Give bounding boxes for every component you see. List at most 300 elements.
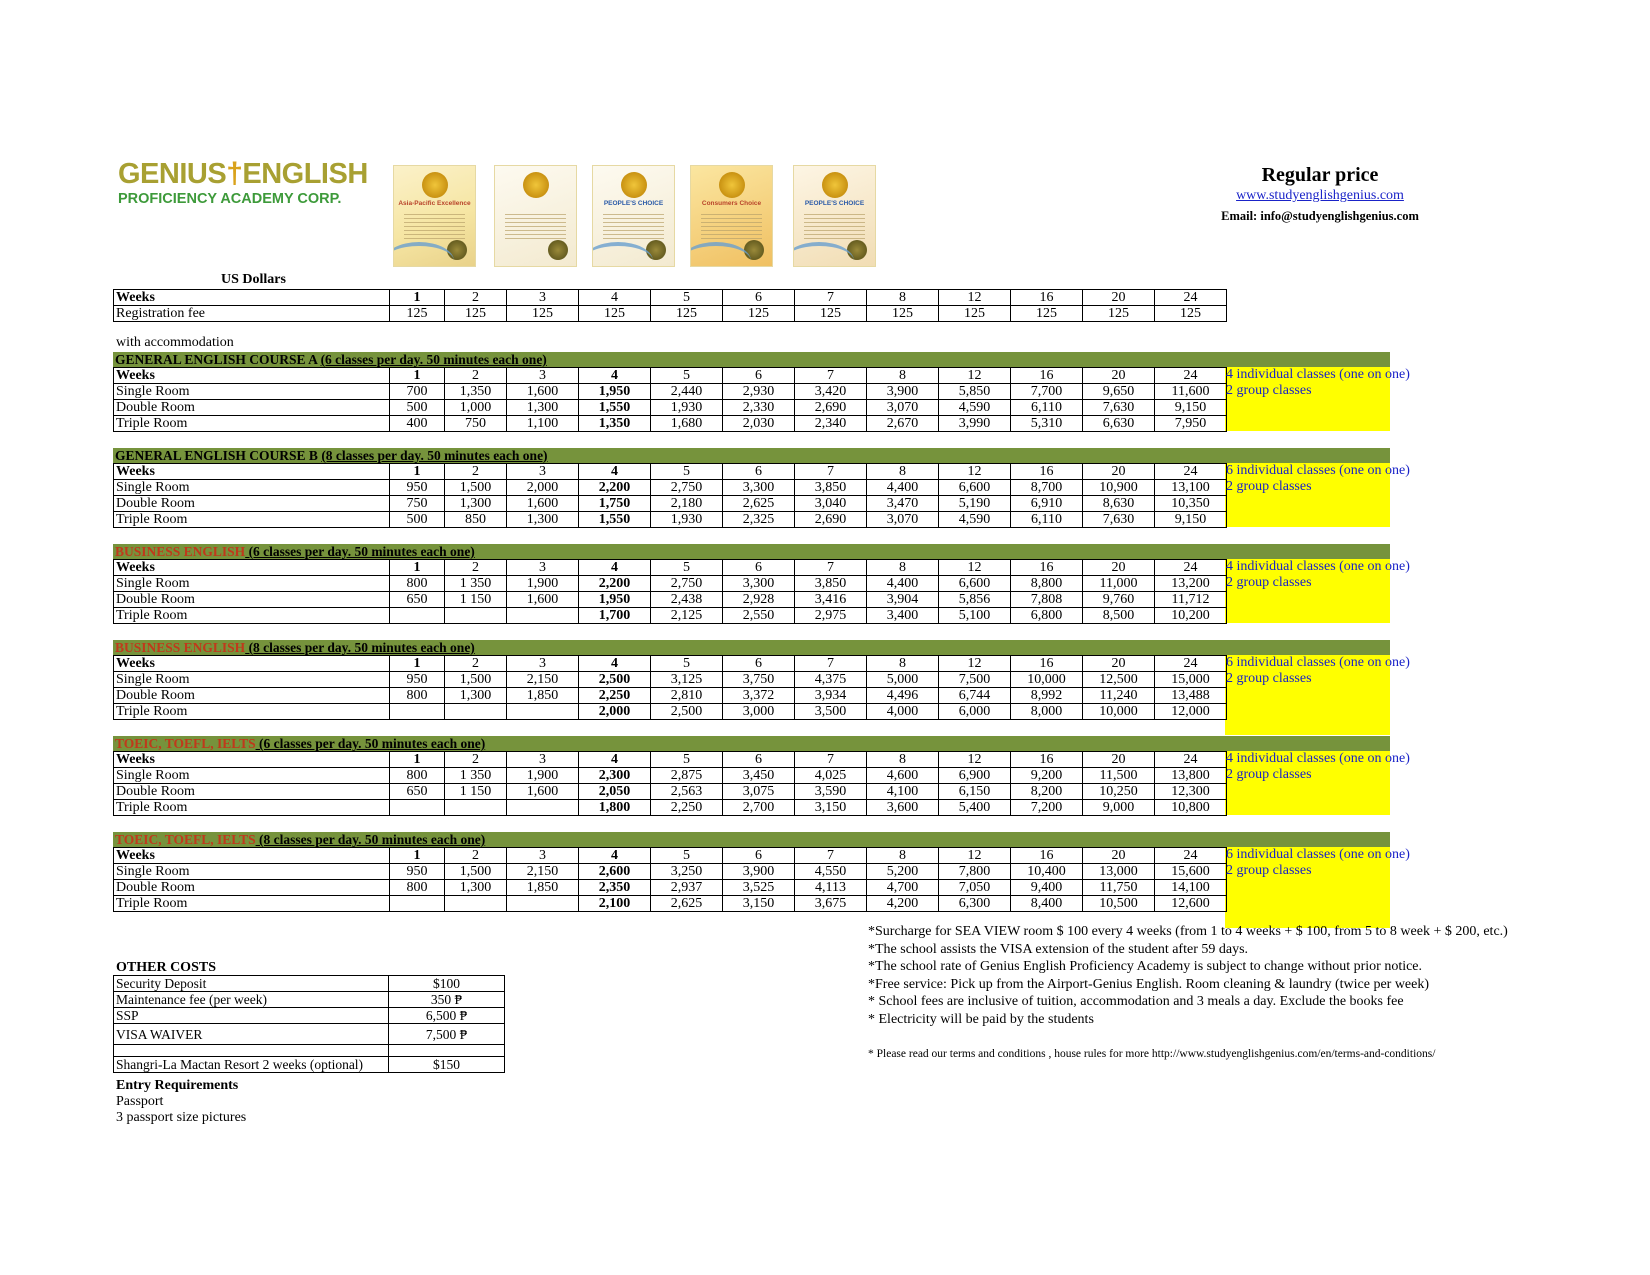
price-cell: 3,420 [795, 384, 867, 400]
price-cell: 10,800 [1155, 800, 1227, 816]
price-cell: 700 [390, 384, 445, 400]
price-cell: 5,310 [1011, 416, 1083, 432]
price-cell: 3,040 [795, 496, 867, 512]
price-cell: 3,150 [795, 800, 867, 816]
price-cell: 500 [390, 400, 445, 416]
table-row [114, 592, 1227, 608]
note-item: * School fees are inclusive of tuition, accommodation and 3 meals a day. Exclude the books fee [868, 994, 1404, 1009]
course-note: 6 individual classes (one on one) [1226, 463, 1410, 478]
price-cell: 1,500 [445, 672, 507, 688]
price-cell: 2,000 [507, 480, 579, 496]
week-cell: 4 [579, 368, 651, 384]
price-cell: 10,350 [1155, 496, 1227, 512]
price-cell: 2,500 [651, 704, 723, 720]
price-cell: 2,200 [579, 576, 651, 592]
week-cell: 6 [723, 464, 795, 480]
week-cell: 24 [1155, 464, 1227, 480]
with-accommodation-label: with accommodation [116, 335, 234, 350]
price-cell: 1 150 [445, 592, 507, 608]
price-cell: 950 [390, 864, 445, 880]
room-type-label: Triple Room [114, 608, 390, 624]
price-cell: 1,350 [445, 384, 507, 400]
price-cell: 9,150 [1155, 400, 1227, 416]
price-cell: 9,400 [1011, 880, 1083, 896]
price-cell: 12,600 [1155, 896, 1227, 912]
price-cell: 1,500 [445, 480, 507, 496]
week-cell: 5 [651, 464, 723, 480]
table-row [114, 992, 505, 1008]
price-cell: 6,300 [939, 896, 1011, 912]
table-row [114, 1057, 505, 1073]
price-cell: 2,750 [651, 576, 723, 592]
course-title-bar [113, 832, 1390, 847]
price-cell: 11,500 [1083, 768, 1155, 784]
week-cell: 7 [795, 290, 867, 306]
table-row [114, 784, 1227, 800]
room-type-label: Double Room [114, 688, 390, 704]
course-price-table [113, 367, 1227, 432]
price-cell: 8,400 [1011, 896, 1083, 912]
price-cell: 10,500 [1083, 896, 1155, 912]
cost-label: Maintenance fee (per week) [114, 992, 389, 1008]
price-cell: 750 [445, 416, 507, 432]
price-cell: 3,500 [795, 704, 867, 720]
table-row [114, 976, 505, 992]
weeks-header: Weeks [114, 848, 390, 864]
week-cell: 3 [507, 464, 579, 480]
week-cell: 20 [1083, 368, 1155, 384]
room-type-label: Single Room [114, 864, 390, 880]
cost-value: $150 [389, 1057, 505, 1073]
price-cell: 7,950 [1155, 416, 1227, 432]
price-cell: 2,810 [651, 688, 723, 704]
week-cell: 2 [445, 656, 507, 672]
price-cell: 2,600 [579, 864, 651, 880]
price-cell: 2,937 [651, 880, 723, 896]
course-subtitle: (6 classes per day. 50 minutes each one) [320, 352, 547, 367]
price-cell: 11,750 [1083, 880, 1155, 896]
price-cell: 2,325 [723, 512, 795, 528]
price-cell: 9,650 [1083, 384, 1155, 400]
week-cell: 7 [795, 560, 867, 576]
registration-fee-cell: 125 [445, 306, 507, 322]
price-cell: 2,350 [579, 880, 651, 896]
course-title-bar [113, 544, 1390, 559]
price-cell: 1,100 [507, 416, 579, 432]
week-cell: 6 [723, 848, 795, 864]
week-cell: 4 [579, 656, 651, 672]
course-subtitle: (8 classes per day. 50 minutes each one) [321, 448, 548, 463]
table-row [114, 704, 1227, 720]
cost-label: SSP [114, 1008, 389, 1024]
note-item: *The school assists the VISA extension of the student after 59 days. [868, 941, 1249, 957]
price-cell: 3,075 [723, 784, 795, 800]
week-cell: 6 [723, 560, 795, 576]
price-cell: 5,400 [939, 800, 1011, 816]
week-cell: 1 [390, 848, 445, 864]
room-type-label: Single Room [114, 768, 390, 784]
price-cell: 1,850 [507, 880, 579, 896]
note-item: *Free service: Pick up from the Airport-Genius English. Room cleaning & laundry (twice per week) [868, 976, 1430, 992]
cost-label: Shangri-La Mactan Resort 2 weeks (optional) [114, 1057, 389, 1073]
price-cell: 3,250 [651, 864, 723, 880]
price-cell: 1,600 [507, 496, 579, 512]
price-cell: 4,496 [867, 688, 939, 704]
table-row [114, 576, 1227, 592]
price-cell: 8,700 [1011, 480, 1083, 496]
price-cell: 1,680 [651, 416, 723, 432]
price-cell [445, 896, 507, 912]
price-cell: 5,850 [939, 384, 1011, 400]
registration-table [113, 289, 1227, 322]
week-cell: 4 [579, 848, 651, 864]
price-cell: 1,000 [445, 400, 507, 416]
course-note: 4 individual classes (one on one) [1226, 367, 1410, 382]
price-cell: 2,438 [651, 592, 723, 608]
price-cell: 2,928 [723, 592, 795, 608]
cost-label [114, 1045, 389, 1057]
week-cell: 8 [867, 848, 939, 864]
price-cell: 2,625 [651, 896, 723, 912]
price-cell: 13,100 [1155, 480, 1227, 496]
week-cell: 6 [723, 656, 795, 672]
week-cell: 24 [1155, 752, 1227, 768]
price-cell: 950 [390, 672, 445, 688]
week-cell: 12 [939, 368, 1011, 384]
price-cell: 800 [390, 768, 445, 784]
cost-value: 350 ₱ [389, 992, 505, 1008]
price-cell [390, 608, 445, 624]
week-cell: 5 [651, 368, 723, 384]
price-cell: 1,930 [651, 400, 723, 416]
course-title-bar [113, 448, 1390, 463]
week-cell: 16 [1011, 848, 1083, 864]
price-cell: 1,600 [507, 784, 579, 800]
course-price-table [113, 655, 1227, 720]
registration-fee-cell: 125 [867, 306, 939, 322]
price-cell: 8,992 [1011, 688, 1083, 704]
cost-value [389, 1045, 505, 1057]
cost-value: 7,500 ₱ [389, 1024, 505, 1045]
week-cell: 2 [445, 290, 507, 306]
price-cell: 6,600 [939, 576, 1011, 592]
price-cell: 3,150 [723, 896, 795, 912]
price-cell: 10,200 [1155, 608, 1227, 624]
price-cell: 11,240 [1083, 688, 1155, 704]
room-type-label: Triple Room [114, 704, 390, 720]
price-cell: 2,180 [651, 496, 723, 512]
price-cell: 4,100 [867, 784, 939, 800]
course-title: BUSINESS ENGLISH [115, 640, 246, 655]
entry-item: 3 passport size pictures [116, 1110, 247, 1125]
course-note: 6 individual classes (one on one) [1226, 847, 1410, 862]
table-row [114, 496, 1227, 512]
price-cell: 3,675 [795, 896, 867, 912]
price-cell: 8,800 [1011, 576, 1083, 592]
table-row [114, 800, 1227, 816]
price-cell: 3,000 [723, 704, 795, 720]
week-cell: 7 [795, 752, 867, 768]
table-row [114, 400, 1227, 416]
award-certificate-2 [494, 165, 577, 267]
price-cell: 3,450 [723, 768, 795, 784]
week-cell: 16 [1011, 368, 1083, 384]
price-cell: 2,250 [651, 800, 723, 816]
course-title: BUSINESS ENGLISH [115, 544, 246, 559]
week-cell: 12 [939, 752, 1011, 768]
week-cell: 4 [579, 290, 651, 306]
price-cell: 10,000 [1011, 672, 1083, 688]
price-cell: 2,340 [795, 416, 867, 432]
price-cell: 4,200 [867, 896, 939, 912]
price-cell: 1 150 [445, 784, 507, 800]
week-cell: 20 [1083, 290, 1155, 306]
price-cell [390, 896, 445, 912]
price-cell: 1,300 [445, 688, 507, 704]
week-cell: 5 [651, 560, 723, 576]
table-row [114, 480, 1227, 496]
price-cell: 4,400 [867, 480, 939, 496]
week-cell: 7 [795, 656, 867, 672]
price-cell: 4,600 [867, 768, 939, 784]
price-cell: 5,856 [939, 592, 1011, 608]
course-note: 2 group classes [1226, 863, 1312, 878]
week-cell: 8 [867, 464, 939, 480]
week-cell: 16 [1011, 464, 1083, 480]
price-cell: 8,200 [1011, 784, 1083, 800]
weeks-header: Weeks [114, 656, 390, 672]
price-cell: 750 [390, 496, 445, 512]
price-cell: 1 350 [445, 576, 507, 592]
registration-fee-cell: 125 [1083, 306, 1155, 322]
table-row [114, 1008, 505, 1024]
table-row [114, 768, 1227, 784]
course-subtitle: (6 classes per day. 50 minutes each one) [245, 544, 475, 559]
price-cell [507, 800, 579, 816]
table-row [114, 608, 1227, 624]
week-cell: 1 [390, 752, 445, 768]
course-note: 2 group classes [1226, 575, 1312, 590]
week-cell: 20 [1083, 752, 1155, 768]
price-cell: 11,000 [1083, 576, 1155, 592]
price-cell: 2,550 [723, 608, 795, 624]
week-cell: 24 [1155, 368, 1227, 384]
table-row [114, 688, 1227, 704]
price-cell: 2,750 [651, 480, 723, 496]
week-cell: 20 [1083, 464, 1155, 480]
price-cell: 2,670 [867, 416, 939, 432]
price-cell: 1,800 [579, 800, 651, 816]
price-cell: 850 [445, 512, 507, 528]
room-type-label: Triple Room [114, 512, 390, 528]
logo-word-english: ENGLISH [242, 158, 368, 190]
week-cell: 2 [445, 848, 507, 864]
table-row [114, 864, 1227, 880]
course-note: 2 group classes [1226, 767, 1312, 782]
price-cell: 1,950 [579, 592, 651, 608]
price-cell: 2,030 [723, 416, 795, 432]
price-cell: 4,700 [867, 880, 939, 896]
price-cell: 6,744 [939, 688, 1011, 704]
price-cell: 8,500 [1083, 608, 1155, 624]
note-item: *Surcharge for SEA VIEW room $ 100 every 4 weeks (from 1 to 4 weeks + $ 100, from 5 to 8 week + $ 200, etc.) [868, 924, 1508, 939]
price-cell: 2,975 [795, 608, 867, 624]
course-subtitle: (8 classes per day. 50 minutes each one) [245, 640, 475, 655]
course-price-table [113, 847, 1227, 912]
price-cell: 3,400 [867, 608, 939, 624]
price-cell: 13,800 [1155, 768, 1227, 784]
price-cell: 12,500 [1083, 672, 1155, 688]
award-certificate-4: Consumers Choice [690, 165, 773, 267]
price-cell: 11,600 [1155, 384, 1227, 400]
note-item: * Electricity will be paid by the students [868, 1011, 1094, 1027]
price-cell: 1,350 [579, 416, 651, 432]
price-cell: 2,700 [723, 800, 795, 816]
table-row [114, 880, 1227, 896]
week-cell: 8 [867, 290, 939, 306]
price-cell: 7,630 [1083, 400, 1155, 416]
week-cell: 3 [507, 752, 579, 768]
price-cell: 650 [390, 592, 445, 608]
price-cell: 4,590 [939, 512, 1011, 528]
price-cell: 3,070 [867, 512, 939, 528]
price-cell: 10,900 [1083, 480, 1155, 496]
price-cell: 650 [390, 784, 445, 800]
email-text: Email: info@studyenglishgenius.com [1221, 209, 1419, 223]
price-cell: 3,372 [723, 688, 795, 704]
week-cell: 7 [795, 368, 867, 384]
course-title: GENERAL ENGLISH COURSE B [115, 448, 322, 463]
registration-fee-cell: 125 [390, 306, 445, 322]
cost-value: $100 [389, 976, 505, 992]
price-cell: 4,550 [795, 864, 867, 880]
weeks-header: Weeks [114, 290, 390, 306]
price-cell: 15,000 [1155, 672, 1227, 688]
price-cell: 2,875 [651, 768, 723, 784]
note-item: *The school rate of Genius English Proficiency Academy is subject to change without prior notice. [868, 959, 1423, 974]
week-cell: 1 [390, 560, 445, 576]
price-cell: 6,110 [1011, 400, 1083, 416]
week-cell: 8 [867, 656, 939, 672]
website-link[interactable]: www.studyenglishgenius.com [1236, 188, 1404, 203]
week-cell: 5 [651, 656, 723, 672]
price-cell: 950 [390, 480, 445, 496]
price-cell [390, 704, 445, 720]
price-cell: 1,500 [445, 864, 507, 880]
entry-item: Passport [116, 1094, 164, 1109]
week-cell: 4 [579, 560, 651, 576]
week-cell: 8 [867, 560, 939, 576]
week-cell: 7 [795, 464, 867, 480]
week-cell: 24 [1155, 848, 1227, 864]
course-note: 2 group classes [1226, 479, 1312, 494]
price-cell: 3,070 [867, 400, 939, 416]
price-cell: 7,808 [1011, 592, 1083, 608]
price-cell: 3,525 [723, 880, 795, 896]
price-cell: 5,100 [939, 608, 1011, 624]
price-cell: 6,000 [939, 704, 1011, 720]
room-type-label: Double Room [114, 592, 390, 608]
price-cell: 6,800 [1011, 608, 1083, 624]
cost-value: 6,500 ₱ [389, 1008, 505, 1024]
award-certificate-3: PEOPLE'S CHOICE [592, 165, 675, 267]
price-cell: 1,300 [507, 400, 579, 416]
weeks-header: Weeks [114, 560, 390, 576]
week-cell: 2 [445, 464, 507, 480]
award-certificate-5: PEOPLE'S CHOICE [793, 165, 876, 267]
price-cell: 2,150 [507, 864, 579, 880]
price-cell: 7,050 [939, 880, 1011, 896]
price-cell: 2,125 [651, 608, 723, 624]
week-cell: 1 [390, 290, 445, 306]
price-cell: 5,000 [867, 672, 939, 688]
week-cell: 20 [1083, 656, 1155, 672]
price-cell: 6,110 [1011, 512, 1083, 528]
week-cell: 8 [867, 752, 939, 768]
table-row [114, 1045, 505, 1057]
course-note: 2 group classes [1226, 383, 1312, 398]
price-cell: 4,113 [795, 880, 867, 896]
room-type-label: Single Room [114, 672, 390, 688]
price-cell: 7,630 [1083, 512, 1155, 528]
course-note: 2 group classes [1226, 671, 1312, 686]
week-cell: 4 [579, 464, 651, 480]
price-cell: 12,300 [1155, 784, 1227, 800]
price-cell: 11,712 [1155, 592, 1227, 608]
price-cell: 2,440 [651, 384, 723, 400]
other-costs-table [113, 975, 505, 1073]
price-cell [507, 704, 579, 720]
price-cell: 10,250 [1083, 784, 1155, 800]
price-cell: 14,100 [1155, 880, 1227, 896]
room-type-label: Triple Room [114, 416, 390, 432]
price-cell: 3,600 [867, 800, 939, 816]
price-cell: 3,850 [795, 480, 867, 496]
registration-fee-cell: 125 [507, 306, 579, 322]
price-cell: 3,904 [867, 592, 939, 608]
room-type-label: Single Room [114, 384, 390, 400]
course-price-table [113, 751, 1227, 816]
week-cell: 12 [939, 656, 1011, 672]
price-cell: 3,750 [723, 672, 795, 688]
room-type-label: Single Room [114, 576, 390, 592]
week-cell: 12 [939, 290, 1011, 306]
price-cell [445, 608, 507, 624]
week-cell: 3 [507, 290, 579, 306]
room-type-label: Triple Room [114, 800, 390, 816]
course-note: 4 individual classes (one on one) [1226, 751, 1410, 766]
course-title: TOEIC, TOEFL, IELTS [115, 736, 256, 751]
price-cell: 2,050 [579, 784, 651, 800]
price-cell: 800 [390, 576, 445, 592]
course-subtitle: (6 classes per day. 50 minutes each one) [255, 736, 486, 751]
price-cell: 2,150 [507, 672, 579, 688]
week-cell: 24 [1155, 560, 1227, 576]
price-cell: 5,200 [867, 864, 939, 880]
price-cell: 5,190 [939, 496, 1011, 512]
week-cell: 16 [1011, 752, 1083, 768]
price-cell: 4,025 [795, 768, 867, 784]
price-cell: 2,563 [651, 784, 723, 800]
company-logo [118, 157, 368, 208]
price-cell: 10,000 [1083, 704, 1155, 720]
week-cell: 3 [507, 560, 579, 576]
table-row [114, 672, 1227, 688]
registration-fee-label: Registration fee [114, 306, 390, 322]
registration-fee-cell: 125 [723, 306, 795, 322]
price-cell: 9,760 [1083, 592, 1155, 608]
price-cell: 6,900 [939, 768, 1011, 784]
